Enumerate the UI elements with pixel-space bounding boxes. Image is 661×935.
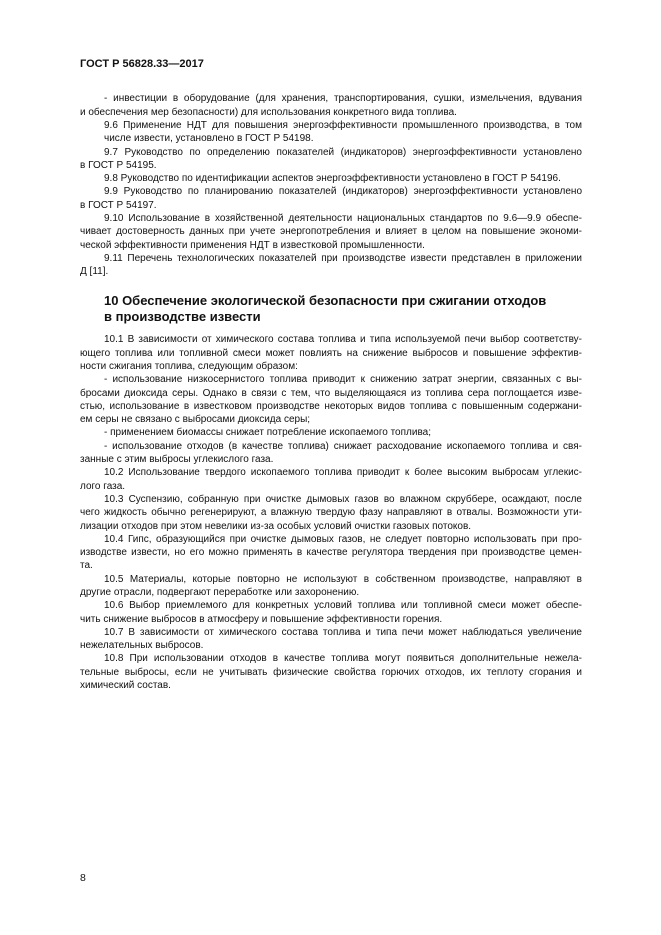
text-line: лого газа. [80, 480, 126, 492]
clause-10-5 [80, 573, 582, 600]
text-line: - использование низкосернистого топлива приводит к снижению затрат энергии, связанных с вы- [104, 374, 582, 386]
clause-9-6 [80, 119, 582, 146]
text-line: 10.3 Суспензию, собранную при очистке дымовых газов во влажном скруббере, осаждают, после [104, 493, 582, 505]
text-line: 10.7 В зависимости от химического состава топлива и типа печи может наблюдаться увеличение [104, 626, 582, 638]
text-line: 10.8 При использовании отходов в качестве топлива могут появиться дополнительные нежела- [104, 653, 582, 665]
section-10-heading [104, 293, 546, 325]
clause-10-2 [80, 466, 582, 493]
list-item-biomass [80, 426, 582, 439]
text-line: 10.1 В зависимости от химического состава топлива и типа используемой печи выбор соответству- [104, 334, 582, 346]
text-line: - инвестиции в оборудование (для хранения, транспортирования, сушки, измельчения, вдувания [104, 93, 582, 105]
section-10-body [80, 333, 582, 692]
text-line: чить снижение выбросов в атмосферу и повышение эффективности горения. [80, 613, 443, 625]
text-line: числе извести, установлено в ГОСТ Р 54198. [104, 133, 314, 145]
heading-line: в производстве извести [104, 309, 261, 324]
page-number: 8 [80, 872, 86, 884]
text-line: в ГОСТ Р 54195. [80, 159, 157, 171]
clause-9-10 [80, 212, 582, 252]
text-line: ем серы не связано с выбросами диоксида серы; [80, 414, 311, 426]
text-line: чивает достоверность данных при учете энергопотребления и влияет в целом на повышение экономи- [80, 226, 582, 238]
clause-10-6 [80, 599, 582, 626]
text-line: 9.9 Руководство по планированию показателей (индикаторов) энергоэффективности установлено [104, 186, 582, 198]
text-line: - использование отходов (в качестве топлива) снижает расходование ископаемого топлива и свя- [104, 440, 582, 452]
text-line: 9.10 Использование в хозяйственной деятельности национальных стандартов по 9.6—9.9 обеспе- [104, 213, 582, 225]
text-line: 10.5 Материалы, которые повторно не используют в собственном производстве, направляют в [104, 573, 582, 585]
text-line: химический состав. [80, 680, 171, 692]
text-line: лизации отходов при этом невелики из-за особых условий очистки газовых потоков. [80, 520, 472, 532]
text-line: другие отрасли, подвергают переработке или захоронению. [80, 586, 360, 598]
clause-9-7 [80, 146, 582, 173]
text-line: 9.11 Перечень технологических показателей при производстве извести представлен в приложении [104, 252, 582, 264]
text-line: изводстве извести, но его можно применять в качестве регулятора твердения при производстве цемен- [80, 547, 582, 559]
text-line: 10.4 Гипс, образующийся при очистке дымовых газов, не следует повторно использовать при про- [104, 533, 582, 545]
clause-9-9 [80, 185, 582, 212]
text-line: 10.6 Выбор приемлемого для конкретных условий топлива или топливной смеси может обеспе- [104, 600, 582, 612]
list-item-low-sulfur-fuel [80, 373, 582, 426]
text-line: чего жидкость обычно регенерируют, а влажную твердую фазу направляют в отвалы. Возможности ути- [80, 507, 582, 519]
heading-line: 10 Обеспечение экологической безопасности при сжигании отходов [104, 293, 547, 308]
text-line: тельные выбросы, если не учитывать физические свойства горючих отходов, их теплоту сгорания и [80, 666, 582, 678]
clause-10-3 [80, 493, 582, 533]
clause-10-8 [80, 652, 582, 692]
text-line: стью, использование в известковом производстве некоторых видов топлива с повышенным содержани- [80, 400, 582, 412]
text-line: 9.6 Применение НДТ для повышения энергоэффективности промышленного производства, в том [104, 119, 582, 131]
text-line: ющего топлива или топливной смеси может повлиять на снижение выбросов и повышение эффектив- [80, 347, 582, 359]
clause-10-4 [80, 533, 582, 573]
text-line: в ГОСТ Р 54197. [80, 199, 157, 211]
list-item-waste-fuel [80, 440, 582, 467]
text-line: занные с этим выбросы углекислого газа. [80, 454, 274, 466]
text-line: ности сжигания топлива, следующим образом: [80, 360, 298, 372]
document-code-header: ГОСТ Р 56828.33—2017 [80, 58, 204, 70]
clause-9-8 [80, 172, 582, 185]
text-line: нежелательных выбросов. [80, 640, 204, 652]
text-line: Д [11]. [80, 266, 109, 278]
text-line: 9.8 Руководство по идентификации аспектов энергоэффективности установлено в ГОСТ Р 54196. [104, 173, 561, 185]
clause-10-1 [80, 333, 582, 373]
text-line: и обеспечения мер безопасности) для использования конкретного вида топлива. [80, 106, 457, 118]
list-item-investments [80, 92, 582, 119]
clause-10-7 [80, 626, 582, 653]
text-line: 10.2 Использование твердого ископаемого топлива приводит к более высоким выбросам углекис- [104, 467, 582, 479]
text-line: - применением биомассы снижает потребление ископаемого топлива; [104, 427, 431, 439]
clause-9-11 [80, 252, 582, 279]
text-line: бросами диоксида серы. Однако в связи с тем, что выделяющаяся из топлива сера поглощается изве- [80, 387, 582, 399]
text-line: та. [80, 560, 93, 572]
section-9-body [80, 92, 582, 278]
text-line: 9.7 Руководство по определению показателей (индикаторов) энергоэффективности установлено [104, 146, 582, 158]
text-line: ческой эффективности применения НДТ в известковой промышленности. [80, 239, 425, 251]
